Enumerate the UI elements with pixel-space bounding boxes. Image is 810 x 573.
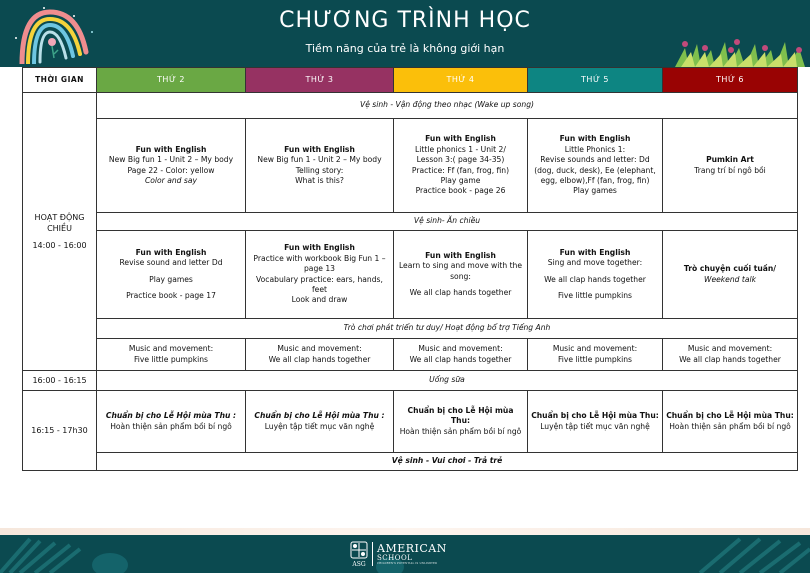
wake-up-row: Vệ sinh - Vận động theo nhạc (Wake up song): [97, 93, 798, 119]
music-cell-thu-4: [394, 339, 528, 371]
page-title: CHƯƠNG TRÌNH HỌC: [279, 8, 531, 33]
music-cell-thu-6: [663, 339, 798, 371]
milk-time-cell: 16:00 - 16:15: [23, 371, 97, 391]
music-title: Music and movement:: [687, 344, 773, 354]
column-header-thu-3: THỨ 3: [246, 68, 394, 93]
activity-title: Fun with English: [284, 144, 355, 154]
festival-detail: Hoàn thiện sản phẩm bồi bí ngô: [110, 421, 232, 431]
activity-cell-thu-5: [528, 119, 663, 213]
activity-title: Fun with English: [425, 250, 496, 260]
activity-cell-thu-3: [246, 231, 394, 319]
music-song: Five little pumpkins: [133, 354, 208, 364]
activity-line: Telling story:: [295, 165, 344, 175]
table-row: [23, 319, 798, 339]
snack-row: Vệ sinh- Ăn chiều: [97, 213, 798, 231]
festival-title: Chuẩn bị cho Lễ Hội mùa Thu:: [531, 411, 659, 421]
music-cell-thu-2: [97, 339, 246, 371]
activity-line: What is this?: [295, 175, 344, 185]
activity-line: Look and draw: [291, 295, 348, 305]
music-song: We all clap hands together: [679, 354, 781, 364]
music-title: Music and movement:: [277, 344, 362, 354]
activity-line: We all clap hands together: [409, 287, 512, 297]
activity-line: Practice book - page 17: [126, 290, 216, 300]
activity-title: Fun with English: [559, 134, 631, 144]
activity-line: Learn to sing and move with the song:: [398, 261, 523, 281]
grass-flowers-illustration-icon: [675, 38, 810, 67]
music-title: Music and movement:: [418, 344, 503, 354]
table-row: [23, 231, 798, 319]
activity-cell-thu-4: [394, 119, 528, 213]
afternoon-label: HOẠT ĐỘNG CHIỀU: [34, 212, 85, 233]
activity-line: Play game: [440, 175, 481, 185]
activity-line: Practice: Ff (fan, frog, fin): [411, 165, 510, 175]
asg-crest-icon: [350, 541, 368, 567]
festival-detail: Luyện tập tiết mục văn nghệ: [540, 421, 650, 431]
music-song: Five little pumpkins: [557, 354, 632, 364]
logo-text: [377, 543, 447, 566]
column-header-thu-4: THỨ 4: [394, 68, 528, 93]
activity-title: Fun with English: [135, 247, 207, 257]
activity-line: New Big fun 1 - Unit 2 – My body: [108, 155, 234, 165]
activity-title: Fun with English: [425, 134, 496, 144]
logo-divider: [372, 542, 373, 566]
page-header: [0, 0, 810, 67]
activity-cell-thu-3: [246, 119, 394, 213]
activity-line: Trang trí bí ngô bồi: [694, 165, 766, 175]
table-row: [23, 213, 798, 231]
activity-line: Vocabulary practice: ears, hands, feet: [256, 274, 383, 294]
activity-cell-thu-2: [97, 231, 246, 319]
fern-leaf-left-icon: [0, 535, 130, 573]
logo-line-1: AMERICAN: [377, 541, 447, 555]
festival-detail: Hoàn thiện sản phẩm bồi bí ngô: [669, 421, 791, 431]
activity-cell-thu-6: [663, 231, 798, 319]
activity-line: Little Phonics 1:: [564, 144, 626, 154]
festival-cell-thu-3: [246, 391, 394, 453]
activity-line: Revise sound and letter Dd: [119, 258, 223, 268]
svg-text:ASG: ASG: [352, 561, 366, 567]
festival-time-cell: 16:15 - 17h30: [23, 391, 97, 471]
logo-line-2: SCHOOL: [377, 553, 413, 562]
column-header-thu-6: THỨ 6: [663, 68, 798, 93]
logo-tagline: CHILDREN'S POTENTIAL IS UNLIMITED: [377, 561, 438, 565]
festival-detail: Luyện tập tiết mục văn nghệ: [264, 421, 375, 431]
activity-title: Trò chuyện cuối tuần/: [683, 264, 777, 274]
table-header-row: [23, 68, 798, 93]
activity-cell-thu-6: [663, 119, 798, 213]
festival-title: Chuẩn bị cho Lễ Hội mùa Thu :: [105, 411, 237, 421]
festival-cell-thu-5: [528, 391, 663, 453]
activity-cell-thu-2: [97, 119, 246, 213]
activity-title: Fun with English: [135, 144, 207, 154]
activity-cell-thu-5: [528, 231, 663, 319]
closing-row: Vệ sinh - Vui chơi - Trả trẻ: [97, 453, 798, 471]
activity-line: Page 22 - Color: yellow: [127, 165, 215, 175]
music-song: We all clap hands together: [409, 354, 512, 364]
music-cell-thu-5: [528, 339, 663, 371]
festival-title: Chuẩn bị cho Lễ Hội mùa Thu:: [407, 405, 514, 426]
page-subtitle: Tiềm năng của trẻ là không giới hạn: [305, 42, 505, 55]
activity-cell-thu-4: [394, 231, 528, 319]
activity-line: Color and say: [144, 175, 198, 185]
festival-detail: Hoàn thiện sản phẩm bồi bí ngô: [399, 426, 522, 436]
activity-title: Fun with English: [559, 247, 631, 257]
activity-line: Little phonics 1 - Unit 2/: [415, 144, 506, 154]
music-song: We all clap hands together: [268, 354, 371, 364]
music-cell-thu-3: [246, 339, 394, 371]
table-row: [23, 93, 798, 119]
column-header-time: THỜI GIAN: [23, 68, 97, 93]
music-title: Music and movement:: [552, 344, 638, 354]
table-row: [23, 391, 798, 453]
afternoon-time-cell: [23, 93, 97, 371]
activity-line: We all clap hands together: [544, 274, 646, 284]
festival-title: Chuẩn bị cho Lễ Hội mùa Thu :: [254, 411, 385, 421]
games-row: Trò chơi phát triển tư duy/ Hoạt động bổ trợ Tiếng Anh: [97, 319, 798, 339]
activity-title: Fun with English: [284, 243, 355, 253]
fern-leaf-right-icon: [640, 535, 810, 573]
activity-line: Lesson 3:( page 34-35): [416, 155, 505, 165]
school-logo: [350, 540, 447, 568]
activity-line: Sing and move together:: [547, 258, 643, 268]
milk-row: Uống sữa: [97, 371, 798, 391]
activity-line: Play games: [149, 274, 193, 284]
activity-line: New Big fun 1 - Unit 2 – My body: [257, 155, 382, 165]
column-header-thu-2: THỨ 2: [97, 68, 246, 93]
festival-cell-thu-6: [663, 391, 798, 453]
activity-line: Practice with workbook Big Fun 1 – page 13: [253, 253, 386, 274]
activity-line: Practice book - page 26: [415, 186, 506, 196]
afternoon-time: 14:00 - 16:00: [32, 241, 87, 251]
festival-cell-thu-4: [394, 391, 528, 453]
festival-cell-thu-2: [97, 391, 246, 453]
activity-line: Weekend talk: [703, 274, 757, 284]
column-header-thu-5: THỨ 5: [528, 68, 663, 93]
music-title: Music and movement:: [128, 344, 214, 354]
table-row: [23, 453, 798, 471]
activity-line: Revise sounds and letter: Dd (dog, duck, desk), Ee (elephant, egg, elbow),Ff (fan, frog, fin): [534, 155, 656, 185]
table-row: [23, 119, 798, 213]
activity-line: Play games: [573, 186, 617, 196]
activity-title: Pumkin Art: [706, 155, 754, 165]
festival-title: Chuẩn bị cho Lễ Hội mùa Thu:: [666, 411, 794, 421]
table-row: [23, 371, 798, 391]
activity-line: Five little pumpkins: [557, 290, 632, 300]
schedule-table: [22, 67, 798, 471]
table-row: [23, 339, 798, 371]
